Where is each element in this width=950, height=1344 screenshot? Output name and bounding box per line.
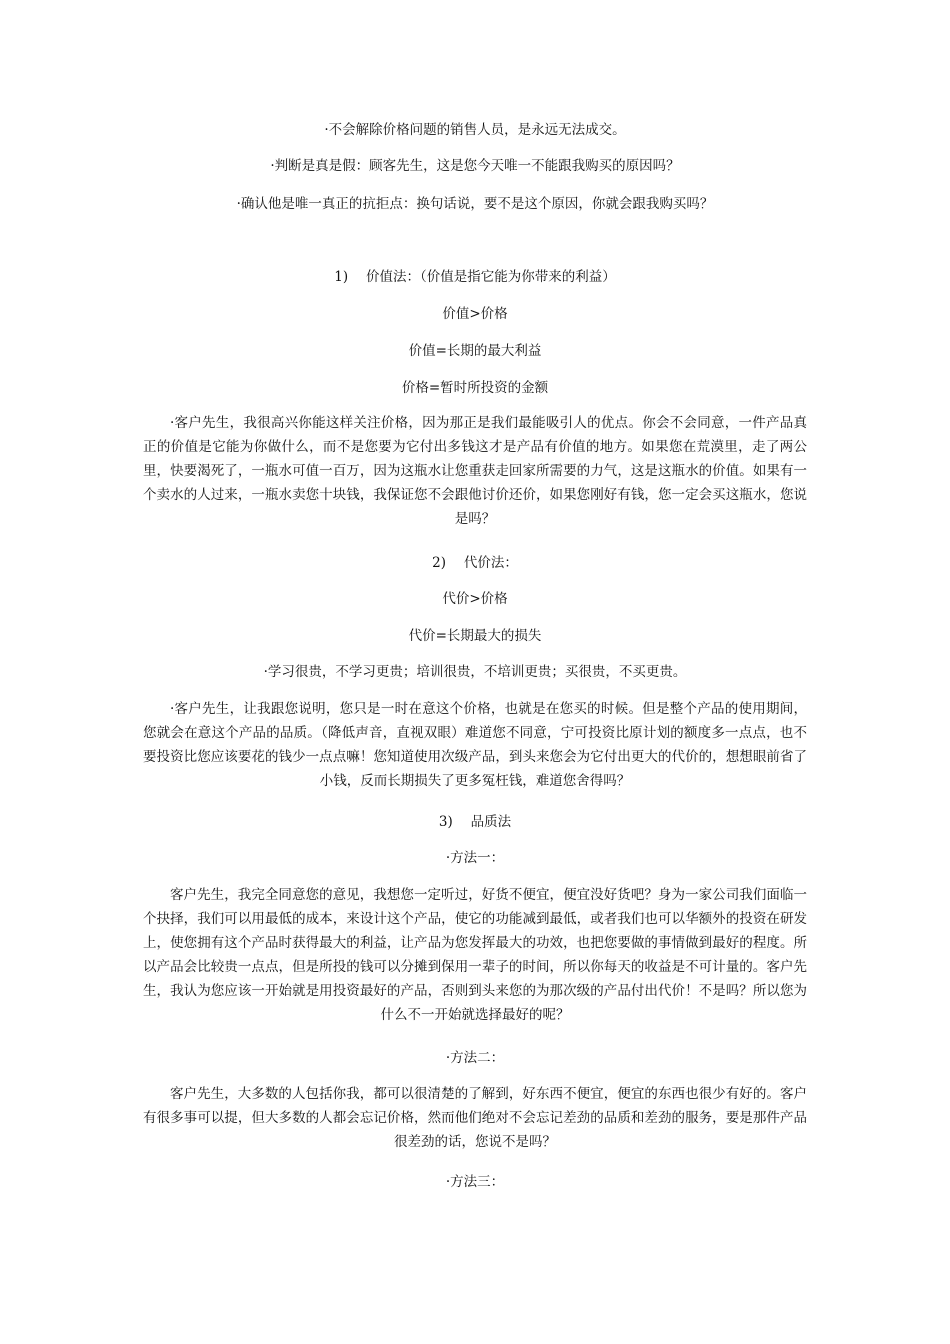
text-line-slogan: ·学习很贵，不学习更贵；培训很贵，不培训更贵；买很贵，不买更贵。 — [263, 664, 687, 680]
method-label-1: ·方法一： — [445, 850, 505, 866]
formula-line: 价值=长期的最大利益 — [408, 343, 542, 359]
text-line-intro-2: ·判断是真是假：顾客先生，这是您今天唯一不能跟我购买的原因吗？ — [270, 158, 680, 174]
paragraph-method-2: 客户先生，大多数的人包括你我，都可以很清楚的了解到，好东西不便宜，便宜的东西也很少有好的。客户有很多事可以提，但大多数的人都会忘记价格，然而他们绝对不会忘记差劲的品质和差劲的服务，要是那件产品很差劲的话，您说不是吗？ — [143, 1086, 807, 1150]
section-heading-value-method: 1) 价值法：（价值是指它能为你带来的利益） — [334, 269, 616, 285]
formula-line: 价格=暂时所投资的金额 — [401, 380, 549, 396]
formula-line: 代价>价格 — [442, 591, 508, 607]
paragraph-method-1: 客户先生，我完全同意您的意见，我想您一定听过，好货不便宜，便宜没好货吧？身为一家公司我们面临一个抉择，我们可以用最低的成本，来设计这个产品，使它的功能减到最低，或者我们也可以华额外的投资在研发上，使您拥有这个产品时获得最大的利益，让产品为您发挥最大的功效，也把您要做的事情做到最好的程度。所以产品会比较贵一点点，但是所投的钱可以分摊到保用一辈子的时间，所以你每天的收益是不可计量的。客户先生，我认为您应该一开始就是用投资最好的产品，否则到头来您的为那次级的产品付出代价！不是吗？所以您为什么不一开始就选择最好的呢？ — [143, 887, 807, 1023]
formula-line: 代价=长期最大的损失 — [408, 628, 542, 644]
paragraph-value-method: ·客户先生，我很高兴你能这样关注价格，因为那正是我们最能吸引人的优点。你会不会同意，一件产品真正的价值是它能为你做什么，而不是您要为它付出多钱这才是产品有价值的地方。如果您在荒漠里，走了两公里，快要渴死了，一瓶水可值一百万，因为这瓶水让您重获走回家所需要的力气，这是这瓶水的价值。如果有一个卖水的人过来，一瓶水卖您十块钱，我保证您不会跟他讨价还价，如果您刚好有钱，您一定会买这瓶水，您说是吗？ — [143, 415, 807, 527]
formula-line: 价值>价格 — [442, 306, 508, 322]
text-line-intro-1: ·不会解除价格问题的销售人员，是永远无法成交。 — [324, 122, 626, 138]
method-label-2: ·方法二： — [445, 1050, 505, 1066]
paragraph-cost-method: ·客户先生，让我跟您说明，您只是一时在意这个价格，也就是在您买的时候。但是整个产品的使用期间，您就会在意这个产品的品质。（降低声音，直视双眼）难道您不同意，宁可投资比原计划的额度多一点点，也不要投资比您应该要花的钱少一点点嘛！您知道使用次级产品，到头来您会为它付出更大的代价的，想想眼前省了小钱，反而长期损失了更多冤枉钱，难道您舍得吗？ — [143, 701, 807, 789]
text-line-intro-3: ·确认他是唯一真正的抗拒点：换句话说，要不是这个原因，你就会跟我购买吗？ — [236, 196, 714, 212]
method-label-3: ·方法三： — [445, 1174, 505, 1190]
section-heading-quality-method: 3) 品质法 — [438, 814, 512, 830]
section-heading-cost-method: 2) 代价法： — [432, 555, 518, 571]
